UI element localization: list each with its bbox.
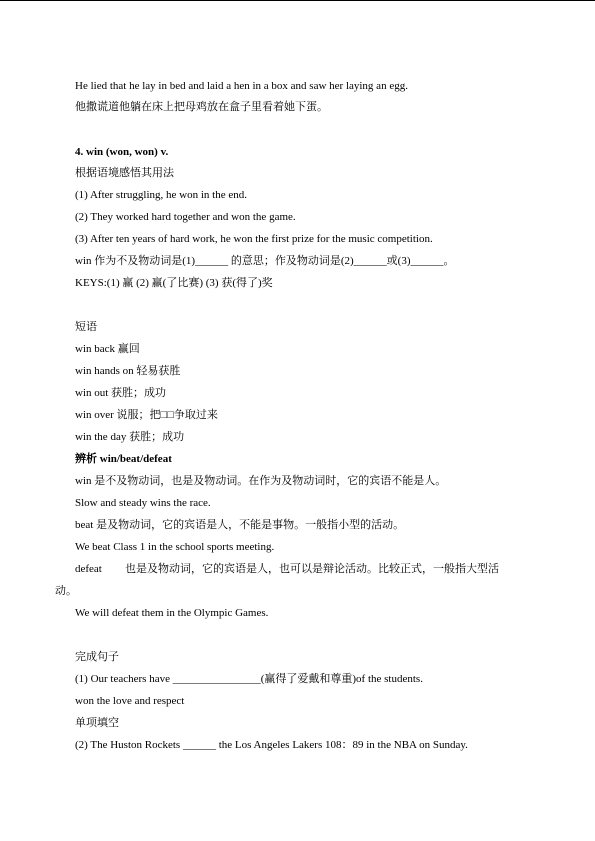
definition-beat: beat 是及物动词，它的宾语是人，不能是事物。一般指小型的活动。 bbox=[75, 519, 405, 531]
phrase-item: win the day 获胜；成功 bbox=[75, 431, 185, 443]
example-beat: We beat Class 1 in the school sports meeting. bbox=[75, 541, 275, 553]
section-heading: 4. win (won, won) v. bbox=[75, 146, 169, 158]
usage-example-2: (2) They worked hard together and won the game. bbox=[75, 211, 296, 223]
single-choice-heading: 单项填空 bbox=[75, 717, 119, 729]
usage-example-3: (3) After ten years of hard work, he won the first prize for the music competition. bbox=[75, 233, 433, 245]
definition-defeat-continuation: 动。 bbox=[55, 585, 77, 597]
phrase-item: win hands on 轻易获胜 bbox=[75, 365, 181, 377]
phrase-item: win out 获胜；成功 bbox=[75, 387, 167, 399]
phrases-heading: 短语 bbox=[75, 321, 97, 333]
usage-example-1: (1) After struggling, he won in the end. bbox=[75, 189, 247, 201]
page-top-border bbox=[0, 0, 595, 1]
defeat-term: defeat bbox=[75, 563, 102, 575]
answer-keys: KEYS:(1) 赢 (2) 赢(了比赛) (3) 获(得了)奖 bbox=[75, 277, 273, 289]
discrimination-heading: 辨析 win/beat/defeat bbox=[75, 453, 172, 465]
complete-sentence-heading: 完成句子 bbox=[75, 651, 119, 663]
definition-win: win 是不及物动词，也是及物动词。在作为及物动词时，它的宾语不能是人。 bbox=[75, 475, 447, 487]
example-translation: 他撒谎道他躺在床上把母鸡放在盒子里看着她下蛋。 bbox=[75, 101, 328, 113]
phrase-item: win over 说服；把□□争取过来 bbox=[75, 409, 218, 421]
defeat-explanation: 也是及物动词，它的宾语是人，也可以是辩论活动。比较正式，一般指大型活 bbox=[125, 563, 499, 575]
example-win: Slow and steady wins the race. bbox=[75, 497, 211, 509]
example-sentence: He lied that he lay in bed and laid a hen in a box and saw her laying an egg. bbox=[75, 80, 408, 92]
fill-blank-question: win 作为不及物动词是(1)______ 的意思；作及物动词是(2)______或(3)______。 bbox=[75, 255, 455, 267]
phrase-item: win back 赢回 bbox=[75, 343, 140, 355]
exercise-1-answer: won the love and respect bbox=[75, 695, 185, 707]
exercise-1: (1) Our teachers have ________________(赢得了爱戴和尊重)of the students. bbox=[75, 673, 423, 685]
exercise-2: (2) The Huston Rockets ______ the Los Angeles Lakers 108：89 in the NBA on Sunday. bbox=[75, 739, 468, 751]
instruction-text: 根据语境感悟其用法 bbox=[75, 167, 174, 179]
example-defeat: We will defeat them in the Olympic Games. bbox=[75, 607, 269, 619]
definition-defeat bbox=[75, 563, 499, 577]
